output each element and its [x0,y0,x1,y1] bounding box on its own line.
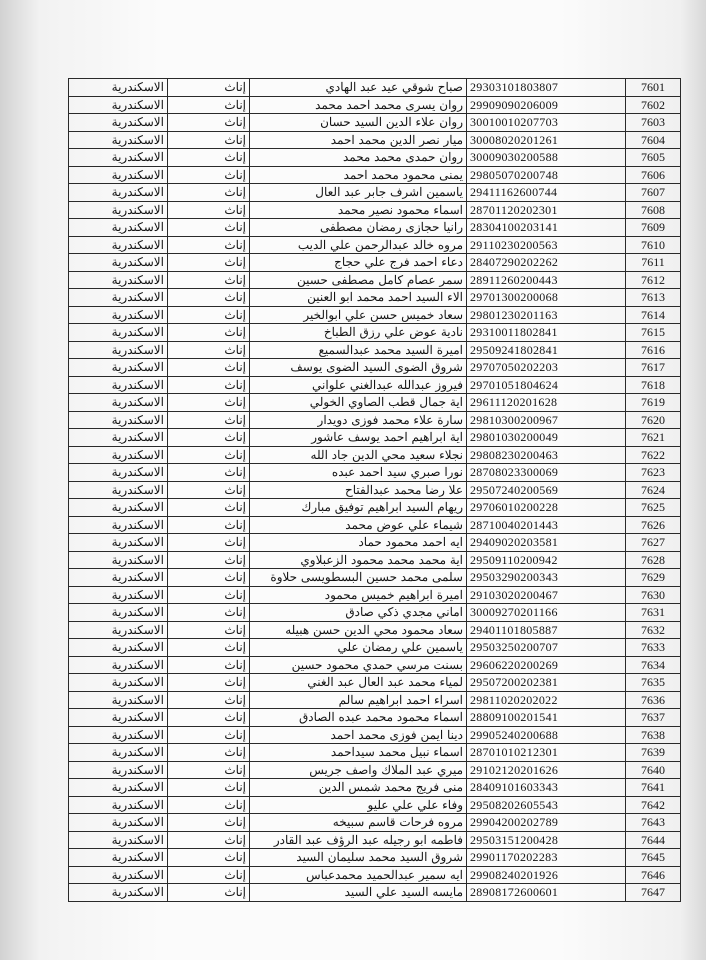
table-row [69,709,681,727]
person-name-cell: سعاد خميس حسن علي ابوالخير [250,306,467,324]
person-name-cell: اسماء محمود محمد عبده الصادق [250,709,467,727]
person-name-cell: مروه فرحات قاسم سبيخه [250,814,467,832]
national-id-cell: 29901170202283 [467,849,626,867]
table-row [69,306,681,324]
serial-number-cell: 7616 [626,341,681,359]
national-id-cell: 29411162600744 [467,184,626,202]
city-cell: الاسكندرية [69,96,168,114]
person-name-cell: سارة علاء محمد فوزى دويدار [250,411,467,429]
table-row [69,219,681,237]
table-row [69,744,681,762]
gender-cell: إناث [168,691,250,709]
gender-cell: إناث [168,114,250,132]
city-cell: الاسكندرية [69,306,168,324]
table-row [69,376,681,394]
national-id-cell: 29908240201926 [467,866,626,884]
gender-cell: إناث [168,534,250,552]
gender-cell: إناث [168,254,250,272]
gender-cell: إناث [168,814,250,832]
gender-cell: إناث [168,656,250,674]
serial-number-cell: 7603 [626,114,681,132]
national-id-cell: 30009270201166 [467,604,626,622]
table-row [69,779,681,797]
serial-number-cell: 7630 [626,586,681,604]
city-cell: الاسكندرية [69,866,168,884]
national-id-cell: 29401101805887 [467,621,626,639]
table-row [69,796,681,814]
gender-cell: إناث [168,499,250,517]
serial-number-cell: 7620 [626,411,681,429]
table-row [69,394,681,412]
gender-cell: إناث [168,79,250,97]
serial-number-cell: 7619 [626,394,681,412]
city-cell: الاسكندرية [69,639,168,657]
serial-number-cell: 7610 [626,236,681,254]
table-row [69,411,681,429]
city-cell: الاسكندرية [69,604,168,622]
city-cell: الاسكندرية [69,201,168,219]
city-cell: الاسكندرية [69,569,168,587]
national-id-cell: 29102120201626 [467,761,626,779]
person-name-cell: روان يسرى محمد احمد محمد [250,96,467,114]
person-name-cell: روان علاء الدين السيد حسان [250,114,467,132]
city-cell: الاسكندرية [69,726,168,744]
city-cell: الاسكندرية [69,446,168,464]
person-name-cell: اسراء احمد ابراهيم سالم [250,691,467,709]
person-name-cell: صباح شوقي عيد عبد الهادي [250,79,467,97]
table-row [69,726,681,744]
person-name-cell: رانيا حجازى رمضان مصطفى [250,219,467,237]
city-cell: الاسكندرية [69,884,168,902]
person-name-cell: اية ابراهيم احمد يوسف عاشور [250,429,467,447]
person-name-cell: شيماء علي عوض محمد [250,516,467,534]
table-row [69,621,681,639]
serial-number-cell: 7633 [626,639,681,657]
person-name-cell: اميرة ابراهيم خميس محمود [250,586,467,604]
national-id-cell: 29808230200463 [467,446,626,464]
gender-cell: إناث [168,219,250,237]
city-cell: الاسكندرية [69,114,168,132]
city-cell: الاسكندرية [69,149,168,167]
gender-cell: إناث [168,551,250,569]
serial-number-cell: 7636 [626,691,681,709]
national-id-cell: 29706010200228 [467,499,626,517]
table-row [69,604,681,622]
national-id-cell: 28911260200443 [467,271,626,289]
serial-number-cell: 7631 [626,604,681,622]
serial-number-cell: 7613 [626,289,681,307]
city-cell: الاسكندرية [69,359,168,377]
table-row [69,586,681,604]
city-cell: الاسكندرية [69,236,168,254]
gender-cell: إناث [168,831,250,849]
person-name-cell: شروق الضوى السيد الضوى يوسف [250,359,467,377]
serial-number-cell: 7639 [626,744,681,762]
national-id-cell: 29503151200428 [467,831,626,849]
serial-number-cell: 7605 [626,149,681,167]
national-id-cell: 29503250200707 [467,639,626,657]
person-name-cell: اية جمال قطب الصاوي الخولي [250,394,467,412]
serial-number-cell: 7624 [626,481,681,499]
city-cell: الاسكندرية [69,534,168,552]
serial-number-cell: 7618 [626,376,681,394]
city-cell: الاسكندرية [69,254,168,272]
serial-number-cell: 7645 [626,849,681,867]
gender-cell: إناث [168,709,250,727]
serial-number-cell: 7609 [626,219,681,237]
gender-cell: إناث [168,761,250,779]
serial-number-cell: 7641 [626,779,681,797]
gender-cell: إناث [168,726,250,744]
city-cell: الاسكندرية [69,709,168,727]
gender-cell: إناث [168,464,250,482]
city-cell: الاسكندرية [69,429,168,447]
gender-cell: إناث [168,744,250,762]
table-row [69,674,681,692]
gender-cell: إناث [168,411,250,429]
table-row [69,96,681,114]
person-name-cell: وفاء علي علي عليو [250,796,467,814]
serial-number-cell: 7629 [626,569,681,587]
city-cell: الاسكندرية [69,79,168,97]
national-id-cell: 29707050202203 [467,359,626,377]
city-cell: الاسكندرية [69,656,168,674]
table-row [69,446,681,464]
gender-cell: إناث [168,674,250,692]
table-row [69,551,681,569]
city-cell: الاسكندرية [69,691,168,709]
table-row [69,849,681,867]
person-name-cell: شروق السيد محمد سليمان السيد [250,849,467,867]
serial-number-cell: 7608 [626,201,681,219]
table-row [69,481,681,499]
serial-number-cell: 7623 [626,464,681,482]
serial-number-cell: 7637 [626,709,681,727]
person-name-cell: بسنت مرسي حمدي محمود حسين [250,656,467,674]
national-id-cell: 30008020201261 [467,131,626,149]
national-id-cell: 29303101803807 [467,79,626,97]
national-id-cell: 29310011802841 [467,324,626,342]
serial-number-cell: 7621 [626,429,681,447]
national-id-cell: 29905240200688 [467,726,626,744]
serial-number-cell: 7646 [626,866,681,884]
table-row [69,254,681,272]
national-id-cell: 29103020200467 [467,586,626,604]
serial-number-cell: 7606 [626,166,681,184]
national-id-cell: 29811020202022 [467,691,626,709]
national-id-cell: 29509110200942 [467,551,626,569]
table-row [69,516,681,534]
serial-number-cell: 7617 [626,359,681,377]
serial-number-cell: 7647 [626,884,681,902]
roster-body [69,79,681,902]
person-name-cell: اماني مجدي ذكي صادق [250,604,467,622]
national-id-cell: 29508202605543 [467,796,626,814]
city-cell: الاسكندرية [69,219,168,237]
city-cell: الاسكندرية [69,376,168,394]
gender-cell: إناث [168,236,250,254]
national-id-cell: 29507200202381 [467,674,626,692]
national-id-cell: 29805070200748 [467,166,626,184]
national-id-cell: 28809100201541 [467,709,626,727]
person-name-cell: اميرة السيد محمد عبدالسميع [250,341,467,359]
national-id-cell: 29503290200343 [467,569,626,587]
serial-number-cell: 7644 [626,831,681,849]
city-cell: الاسكندرية [69,394,168,412]
national-id-cell: 29810300200967 [467,411,626,429]
serial-number-cell: 7635 [626,674,681,692]
serial-number-cell: 7632 [626,621,681,639]
national-id-cell: 29509241802841 [467,341,626,359]
national-id-cell: 29909090206009 [467,96,626,114]
serial-number-cell: 7626 [626,516,681,534]
table-row [69,534,681,552]
table-row [69,341,681,359]
table-row [69,149,681,167]
person-name-cell: لمياء محمد عبد العال عبد الغني [250,674,467,692]
person-name-cell: ايه سمير عبدالحميد محمدعباس [250,866,467,884]
city-cell: الاسكندرية [69,464,168,482]
gender-cell: إناث [168,779,250,797]
table-row [69,464,681,482]
serial-number-cell: 7628 [626,551,681,569]
serial-number-cell: 7611 [626,254,681,272]
person-name-cell: الاء السيد احمد محمد ابو العنين [250,289,467,307]
national-id-cell: 28304100203141 [467,219,626,237]
table-row [69,131,681,149]
gender-cell: إناث [168,324,250,342]
person-name-cell: سلمى محمد حسين البسطويسى حلاوة [250,569,467,587]
gender-cell: إناث [168,96,250,114]
gender-cell: إناث [168,604,250,622]
city-cell: الاسكندرية [69,516,168,534]
gender-cell: إناث [168,429,250,447]
city-cell: الاسكندرية [69,289,168,307]
serial-number-cell: 7627 [626,534,681,552]
table-row [69,656,681,674]
table-row [69,761,681,779]
national-id-cell: 29801030200049 [467,429,626,447]
national-id-cell: 28409101603343 [467,779,626,797]
person-name-cell: ياسمين اشرف جابر عبد العال [250,184,467,202]
national-id-cell: 29409020203581 [467,534,626,552]
city-cell: الاسكندرية [69,551,168,569]
table-row [69,324,681,342]
gender-cell: إناث [168,166,250,184]
person-name-cell: ايه احمد محمود حماد [250,534,467,552]
gender-cell: إناث [168,394,250,412]
gender-cell: إناث [168,569,250,587]
national-id-cell: 28407290202262 [467,254,626,272]
national-id-cell: 29507240200569 [467,481,626,499]
city-cell: الاسكندرية [69,131,168,149]
national-id-cell: 28708023300069 [467,464,626,482]
national-id-cell: 28701120202301 [467,201,626,219]
city-cell: الاسكندرية [69,271,168,289]
serial-number-cell: 7601 [626,79,681,97]
serial-number-cell: 7607 [626,184,681,202]
gender-cell: إناث [168,289,250,307]
person-name-cell: مايسه السيد علي السيد [250,884,467,902]
gender-cell: إناث [168,481,250,499]
city-cell: الاسكندرية [69,341,168,359]
person-name-cell: نجلاء سعيد محي الدين جاد الله [250,446,467,464]
person-name-cell: ريهام السيد ابراهيم توفيق مبارك [250,499,467,517]
table-row [69,359,681,377]
serial-number-cell: 7638 [626,726,681,744]
gender-cell: إناث [168,796,250,814]
table-row [69,289,681,307]
person-name-cell: نادية عوض علي رزق الطباخ [250,324,467,342]
gender-cell: إناث [168,201,250,219]
gender-cell: إناث [168,884,250,902]
city-cell: الاسكندرية [69,621,168,639]
person-name-cell: منى فريج محمد شمس الدين [250,779,467,797]
table-row [69,884,681,902]
national-id-cell: 30009030200588 [467,149,626,167]
person-name-cell: دعاء احمد فرج علي حجاج [250,254,467,272]
person-name-cell: ميار نصر الدين محمد احمد [250,131,467,149]
national-id-cell: 29801230201163 [467,306,626,324]
serial-number-cell: 7604 [626,131,681,149]
table-row [69,569,681,587]
serial-number-cell: 7634 [626,656,681,674]
national-id-cell: 29606220200269 [467,656,626,674]
serial-number-cell: 7642 [626,796,681,814]
table-row [69,166,681,184]
city-cell: الاسكندرية [69,761,168,779]
table-row [69,429,681,447]
person-name-cell: اسماء محمود نصير محمد [250,201,467,219]
city-cell: الاسكندرية [69,499,168,517]
table-row [69,184,681,202]
city-cell: الاسكندرية [69,324,168,342]
roster-table [68,78,681,902]
gender-cell: إناث [168,184,250,202]
table-row [69,271,681,289]
city-cell: الاسكندرية [69,849,168,867]
city-cell: الاسكندرية [69,674,168,692]
person-name-cell: ياسمين علي رمضان علي [250,639,467,657]
gender-cell: إناث [168,586,250,604]
city-cell: الاسكندرية [69,481,168,499]
national-id-cell: 29701051804624 [467,376,626,394]
city-cell: الاسكندرية [69,814,168,832]
national-id-cell: 28908172600601 [467,884,626,902]
serial-number-cell: 7622 [626,446,681,464]
table-row [69,814,681,832]
serial-number-cell: 7614 [626,306,681,324]
person-name-cell: مروه خالد عبدالرحمن علي الديب [250,236,467,254]
serial-number-cell: 7640 [626,761,681,779]
gender-cell: إناث [168,516,250,534]
national-id-cell: 30010010207703 [467,114,626,132]
table-row [69,236,681,254]
city-cell: الاسكندرية [69,744,168,762]
gender-cell: إناث [168,341,250,359]
national-id-cell: 28701010212301 [467,744,626,762]
gender-cell: إناث [168,446,250,464]
person-name-cell: دينا ايمن فوزى محمد احمد [250,726,467,744]
serial-number-cell: 7612 [626,271,681,289]
gender-cell: إناث [168,639,250,657]
city-cell: الاسكندرية [69,831,168,849]
table-row [69,79,681,97]
person-name-cell: علا رضا محمد عبدالفتاح [250,481,467,499]
person-name-cell: ميري عبد الملاك واصف جريس [250,761,467,779]
table-row [69,639,681,657]
city-cell: الاسكندرية [69,166,168,184]
city-cell: الاسكندرية [69,796,168,814]
serial-number-cell: 7625 [626,499,681,517]
serial-number-cell: 7615 [626,324,681,342]
national-id-cell: 29904200202789 [467,814,626,832]
gender-cell: إناث [168,271,250,289]
gender-cell: إناث [168,621,250,639]
city-cell: الاسكندرية [69,184,168,202]
gender-cell: إناث [168,359,250,377]
national-id-cell: 29701300200068 [467,289,626,307]
table-row [69,691,681,709]
person-name-cell: سمر عصام كامل مصطفى حسين [250,271,467,289]
person-name-cell: فيروز عبدالله عبدالغني علواني [250,376,467,394]
national-id-cell: 29110230200563 [467,236,626,254]
city-cell: الاسكندرية [69,411,168,429]
table-row [69,866,681,884]
gender-cell: إناث [168,131,250,149]
gender-cell: إناث [168,149,250,167]
gender-cell: إناث [168,849,250,867]
gender-cell: إناث [168,866,250,884]
national-id-cell: 29611120201628 [467,394,626,412]
serial-number-cell: 7602 [626,96,681,114]
person-name-cell: اسماء نبيل محمد سيداحمد [250,744,467,762]
person-name-cell: اية محمد محمد محمود الزعبلاوي [250,551,467,569]
national-id-cell: 28710040201443 [467,516,626,534]
person-name-cell: نورا صبري سيد احمد عبده [250,464,467,482]
table-row [69,499,681,517]
table-row [69,201,681,219]
person-name-cell: روان حمدى محمد محمد [250,149,467,167]
serial-number-cell: 7643 [626,814,681,832]
gender-cell: إناث [168,306,250,324]
gender-cell: إناث [168,376,250,394]
table-row [69,831,681,849]
person-name-cell: فاطمه ابو رجيله عبد الرؤف عبد القادر [250,831,467,849]
person-name-cell: سعاد محمود محي الدين حسن هبيله [250,621,467,639]
table-row [69,114,681,132]
city-cell: الاسكندرية [69,586,168,604]
city-cell: الاسكندرية [69,779,168,797]
person-name-cell: يمنى محمود محمد احمد [250,166,467,184]
